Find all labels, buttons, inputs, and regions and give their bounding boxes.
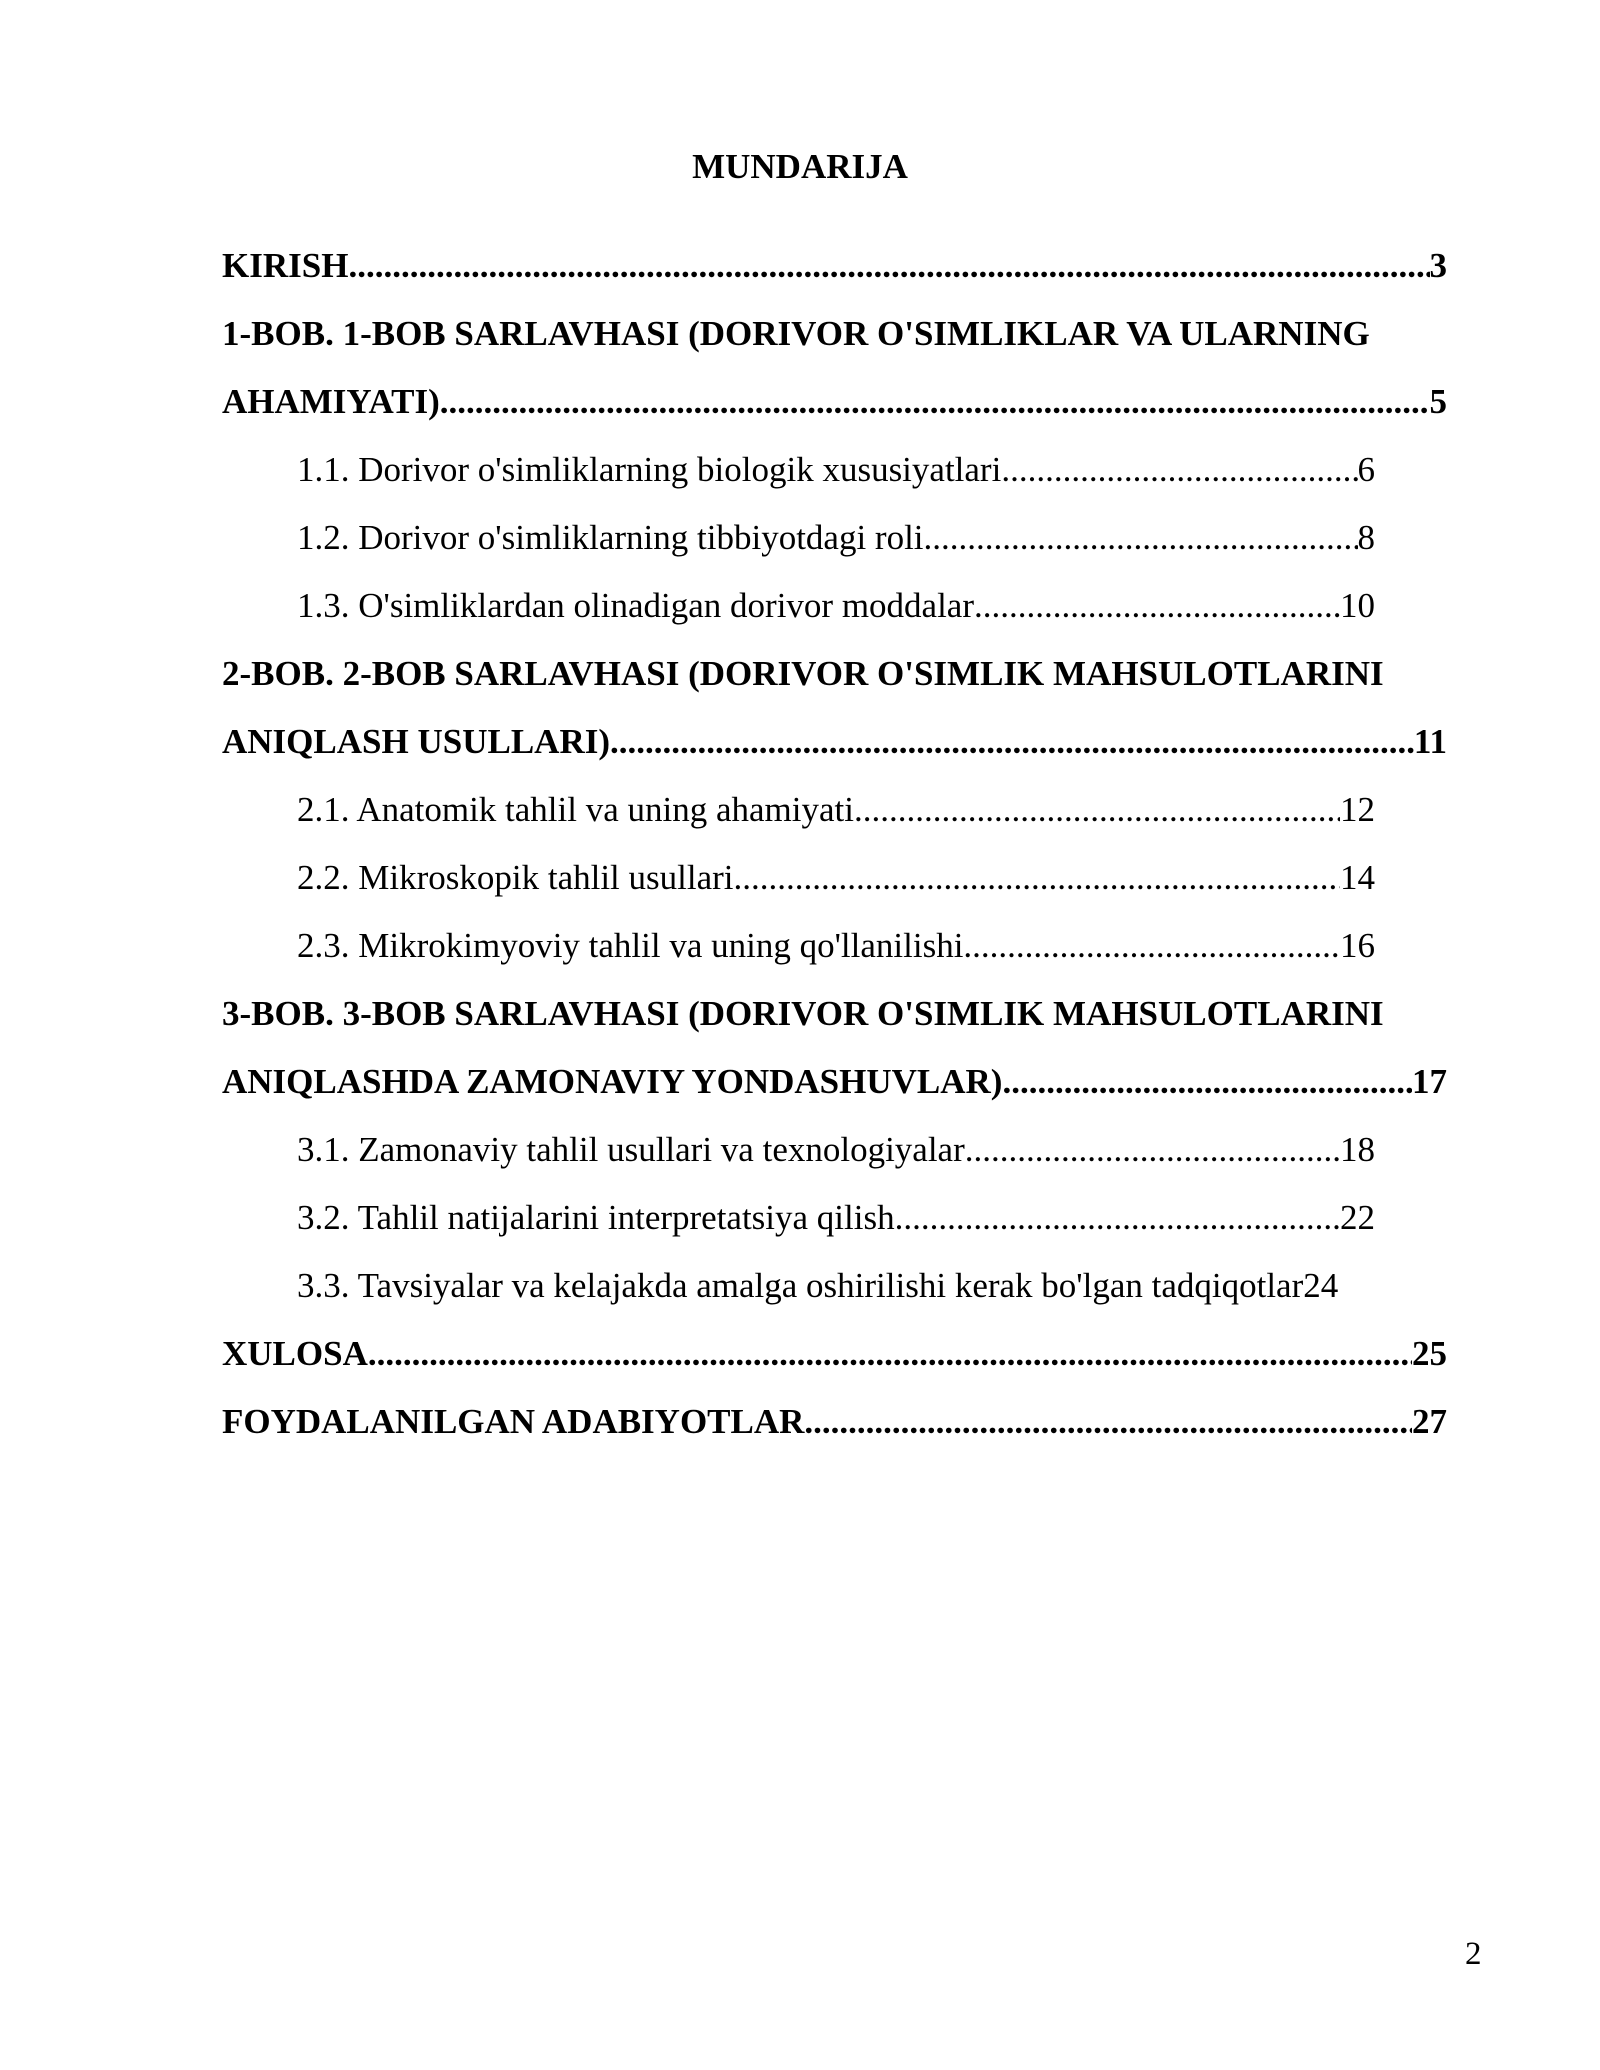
- toc-leader-dots: [963, 912, 1340, 980]
- toc-leader-dots: [974, 572, 1340, 640]
- toc-entry-label: 3.2. Tahlil natijalarini interpretatsiya qilish: [297, 1198, 895, 1237]
- toc-entry-page: 14: [1340, 858, 1375, 897]
- toc-entry-label: 3.1. Zamonaviy tahlil usullari va texnologiyalar: [297, 1130, 965, 1169]
- toc-entry-label: 1.3. O'simliklardan olinadigan dorivor moddalar: [297, 586, 974, 625]
- toc-entry-label: 3.3. Tavsiyalar va kelajakda amalga oshirilishi kerak bo'lgan tadqiqotlar: [297, 1266, 1304, 1305]
- toc-entry-label: 2.1. Anatomik tahlil va uning ahamiyati: [297, 790, 854, 829]
- toc-entry-chapter-3: [222, 1048, 1447, 1116]
- toc-entry-page: 8: [1357, 518, 1375, 557]
- toc-entry-page: 11: [1413, 722, 1447, 761]
- toc-entry-page: 18: [1340, 1130, 1375, 1169]
- toc-entry-page: 10: [1340, 586, 1375, 625]
- toc-entry-label: ANIQLASH USULLARI): [222, 722, 610, 761]
- toc-entry-1-1: [297, 436, 1375, 504]
- toc-leader-dots: [965, 1116, 1340, 1184]
- toc-entry-label: 2.2. Mikroskopik tahlil usullari: [297, 858, 734, 897]
- toc-entry-references: [222, 1388, 1447, 1456]
- toc-leader-dots: [1001, 436, 1357, 504]
- toc-entry-page: 5: [1429, 382, 1447, 421]
- toc-leader-dots: [895, 1184, 1340, 1252]
- toc-leader-dots: [734, 844, 1340, 912]
- toc-entry-page: 24: [1303, 1266, 1339, 1305]
- toc-entry-label: KIRISH: [222, 246, 349, 285]
- page-number: 2: [1465, 1936, 1482, 1972]
- toc-entry-1-3: [297, 572, 1375, 640]
- toc-entry-3-1: [297, 1116, 1375, 1184]
- toc-entry-chapter-2-line1: 2-BOB. 2-BOB SARLAVHASI (DORIVOR O'SIMLIK MAHSULOTLARINI: [222, 654, 1384, 693]
- toc-entry-page: 22: [1340, 1198, 1375, 1237]
- toc-leader-dots: [1002, 1048, 1412, 1116]
- toc-entry-1-2: [297, 504, 1375, 572]
- toc-entry-page: 16: [1340, 926, 1375, 965]
- toc-entry-label: 1.2. Dorivor o'simliklarning tibbiyotdagi roli: [297, 518, 924, 557]
- toc-entry-2-3: [297, 912, 1375, 980]
- toc-entry-label: 1.1. Dorivor o'simliklarning biologik xususiyatlari: [297, 450, 1002, 489]
- toc-entry-label: XULOSA: [222, 1334, 368, 1373]
- table-of-contents: [222, 232, 1447, 1456]
- toc-entry-chapter-1: [222, 368, 1447, 436]
- toc-entry-3-2: [297, 1184, 1375, 1252]
- toc-entry-3-3: [297, 1252, 1447, 1320]
- toc-entry-page: 3: [1429, 246, 1447, 285]
- toc-entry-page: 17: [1412, 1062, 1447, 1101]
- toc-entry-2-1: [297, 776, 1375, 844]
- toc-leader-dots: [610, 708, 1414, 776]
- toc-entry-label: 2.3. Mikrokimyoviy tahlil va uning qo'llanilishi: [297, 926, 964, 965]
- toc-entry-page: 6: [1357, 450, 1375, 489]
- toc-entry-page: 27: [1412, 1402, 1447, 1441]
- toc-title: MUNDARIJA: [692, 147, 908, 186]
- toc-entry-label: AHAMIYATI): [222, 382, 440, 421]
- toc-entry-label: FOYDALANILGAN ADABIYOTLAR: [222, 1402, 805, 1441]
- toc-entry-label: ANIQLASHDA ZAMONAVIY YONDASHUVLAR): [222, 1062, 1003, 1101]
- toc-entry-xulosa: [222, 1320, 1447, 1388]
- toc-entry-kirish: [222, 232, 1447, 300]
- toc-entry-chapter-1-line1: 1-BOB. 1-BOB SARLAVHASI (DORIVOR O'SIMLIKLAR VA ULARNING: [222, 314, 1370, 353]
- toc-entry-chapter-3-line1: 3-BOB. 3-BOB SARLAVHASI (DORIVOR O'SIMLIK MAHSULOTLARINI: [222, 994, 1384, 1033]
- toc-leader-dots: [440, 368, 1430, 436]
- toc-entry-chapter-2: [222, 708, 1447, 776]
- toc-leader-dots: [804, 1388, 1412, 1456]
- toc-entry-2-2: [297, 844, 1375, 912]
- toc-leader-dots: [348, 232, 1429, 300]
- toc-leader-dots: [368, 1320, 1412, 1388]
- toc-entry-page: 12: [1340, 790, 1375, 829]
- toc-leader-dots: [924, 504, 1358, 572]
- toc-leader-dots: [854, 776, 1340, 844]
- toc-entry-page: 25: [1412, 1334, 1447, 1373]
